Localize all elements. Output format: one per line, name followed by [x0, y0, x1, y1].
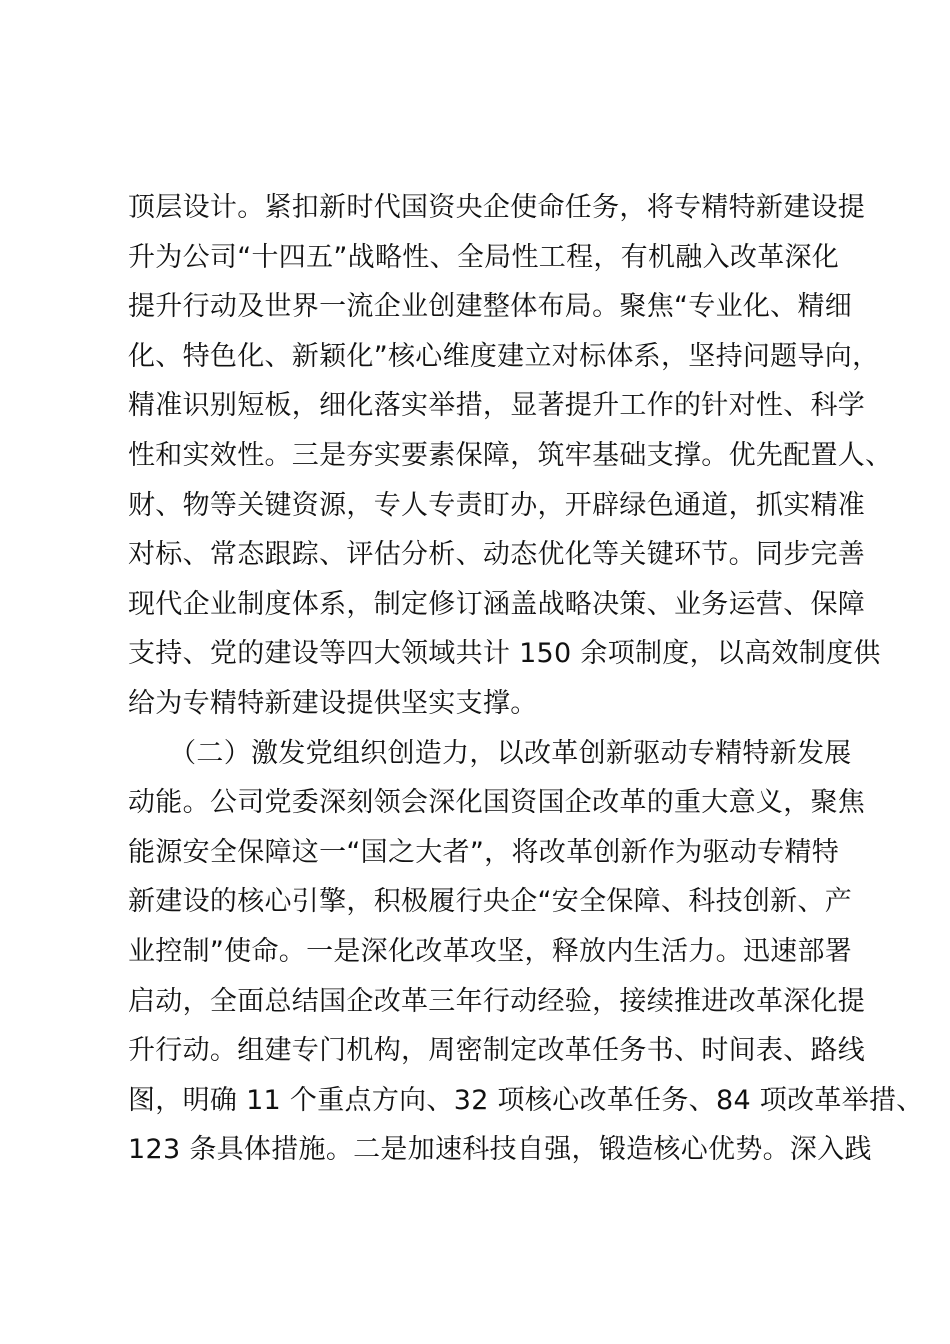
text-line: 业控制”使命。一是深化改革攻坚，释放内生活力。迅速部署 [128, 935, 853, 967]
text-line: 图，明确 11 个重点方向、32 项核心改革任务、84 项改革举措、 [128, 1084, 924, 1116]
text-line: 启动，全面总结国企改革三年行动经验，接续推进改革深化提 [128, 985, 866, 1017]
text-line: 对标、常态跟踪、评估分析、动态优化等关键环节。同步完善 [128, 539, 866, 571]
text-line: 财、物等关键资源，专人专责盯办，开辟绿色通道，抓实精准 [128, 489, 866, 521]
text-line: 给为专精特新建设提供坚实支撑。 [128, 687, 538, 719]
body-text [128, 183, 924, 1175]
section-heading-line: （二）激发党组织创造力，以改革创新驱动专精特新发展 [128, 737, 852, 769]
text-line: 提升行动及世界一流企业创建整体布局。聚焦“专业化、精细 [128, 291, 853, 323]
text-line: 123 条具体措施。二是加速科技自强，锻造核心优势。深入践 [128, 1134, 872, 1166]
text-line: 性和实效性。三是夯实要素保障，筑牢基础支撑。优先配置人、 [128, 439, 893, 471]
text-line: 升为公司“十四五”战略性、全局性工程，有机融入改革深化 [128, 241, 840, 273]
text-line: 能源安全保障这一“国之大者”，将改革创新作为驱动专精特 [128, 836, 840, 868]
text-line: 动能。公司党委深刻领会深化国资国企改革的重大意义，聚焦 [128, 787, 866, 819]
text-line: 现代企业制度体系，制定修订涵盖战略决策、业务运营、保障 [128, 588, 866, 620]
text-line: 化、特色化、新颖化”核心维度建立对标体系，坚持问题导向， [128, 340, 880, 372]
text-line: 顶层设计。紧扣新时代国资央企使命任务，将专精特新建设提 [128, 192, 866, 223]
text-line: 升行动。组建专门机构，周密制定改革任务书、时间表、路线 [128, 1035, 866, 1067]
text-line: 支持、党的建设等四大领域共计 150 余项制度，以高效制度供 [128, 638, 881, 670]
text-line: 精准识别短板，细化落实举措，显著提升工作的针对性、科学 [128, 390, 866, 422]
text-line: 新建设的核心引擎，积极履行央企“安全保障、科技创新、产 [128, 886, 853, 918]
